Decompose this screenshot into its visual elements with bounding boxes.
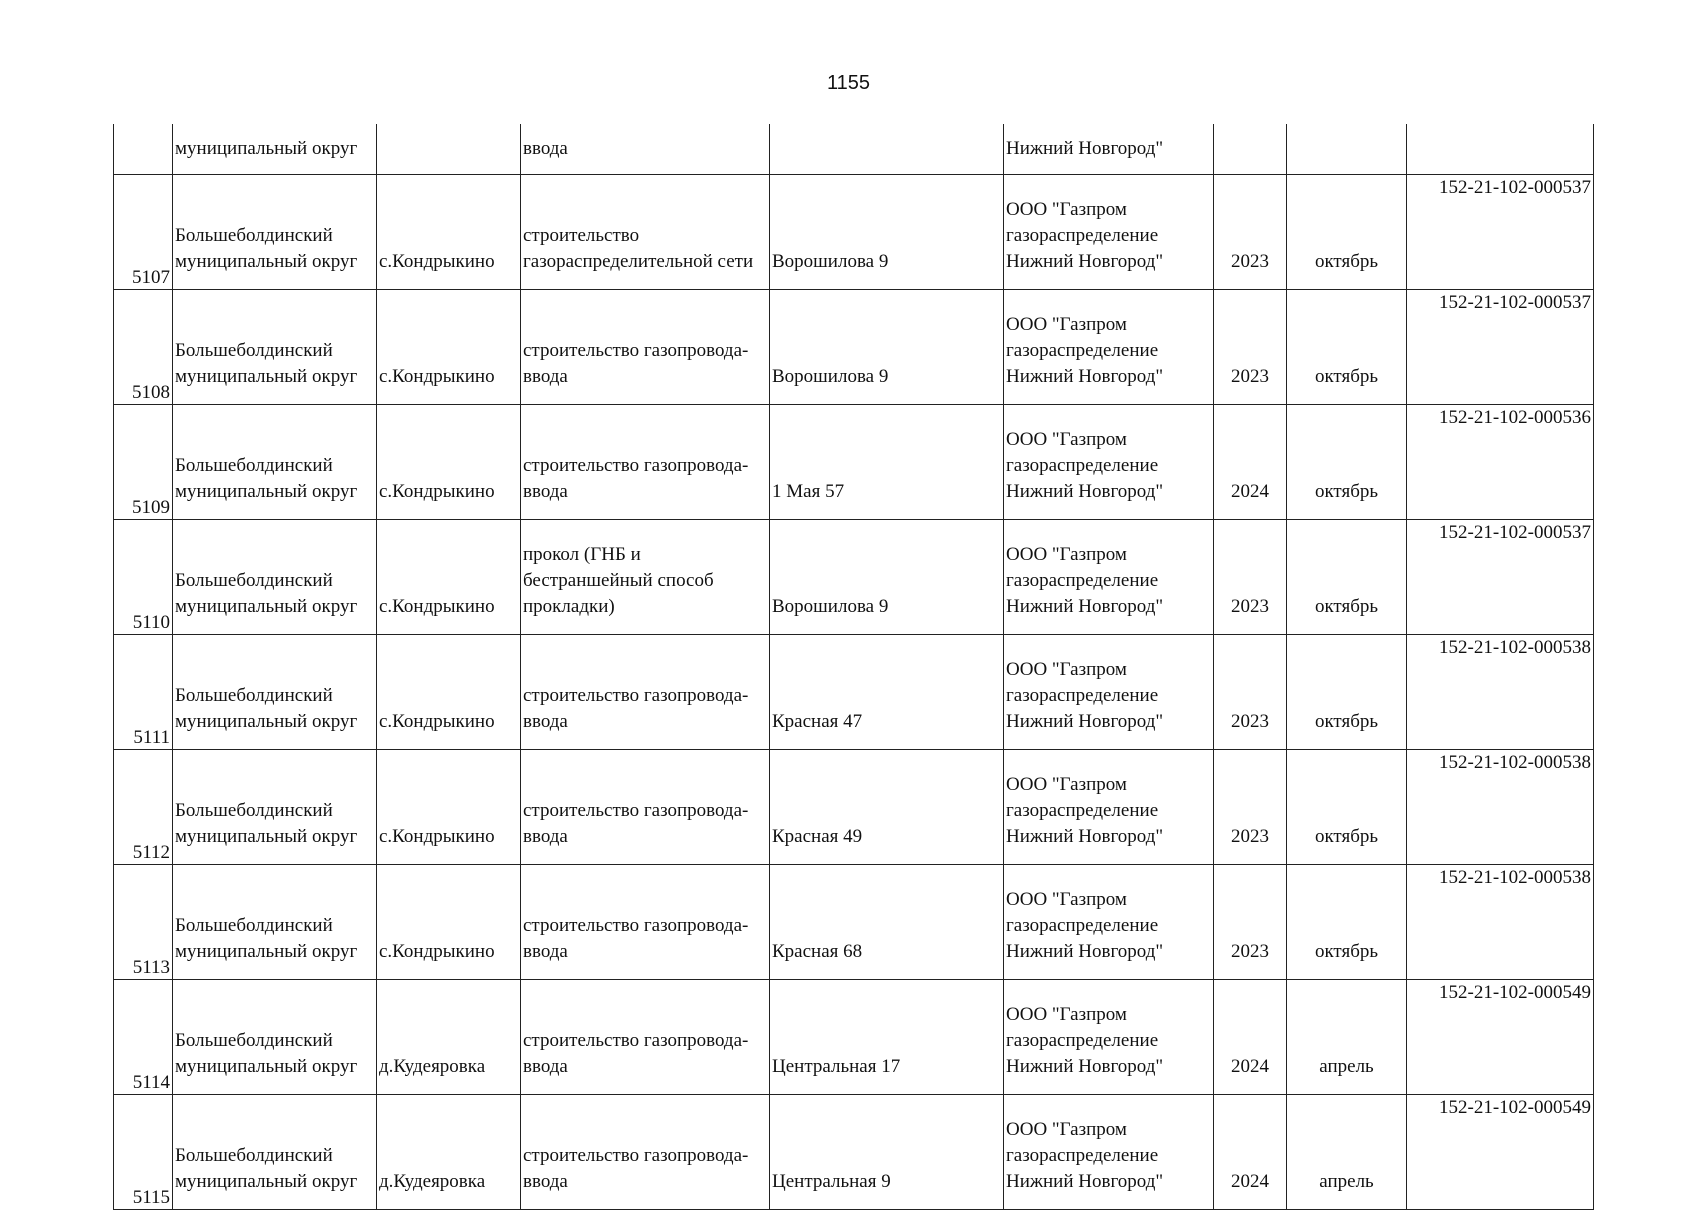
month: октябрь [1314,941,1379,962]
cell-month [1287,175,1407,290]
work-type-line: бестраншейный способ [523,570,714,591]
cell-month [1287,865,1407,980]
cell-work-type [521,175,770,290]
work-type-line: ввода [523,826,568,847]
cell-code [1407,124,1594,175]
address: Красная 68 [772,941,863,962]
cell-code [1407,635,1594,750]
row-number: 5108 [132,382,170,403]
cell-settlement [377,750,521,865]
district-line: муниципальный округ [175,366,358,387]
settlement: с.Кондрыкино [379,826,495,847]
settlement: с.Кондрыкино [379,366,495,387]
cell-address [770,980,1004,1095]
month: апрель [1319,1056,1374,1077]
year: 2023 [1231,251,1269,272]
cell-num [114,865,173,980]
district-line: муниципальный округ [175,251,358,272]
work-type-line: ввода [523,1171,568,1192]
organization-line: ООО "Газпром [1006,314,1127,335]
district-line: Большеболдинский [175,455,333,476]
page-number: 1155 [826,72,870,94]
cell-code [1407,290,1594,405]
work-type-line: строительство газопровода- [523,800,749,821]
work-type-line: газораспределительной сети [523,251,754,272]
district-line: Большеболдинский [175,225,333,246]
cell-work-type [521,1095,770,1210]
cell-year [1214,405,1287,520]
cell-code [1407,520,1594,635]
work-type-line: строительство [523,225,640,246]
cell-code [1407,1095,1594,1210]
cell-settlement [377,405,521,520]
organization-line: ООО "Газпром [1006,429,1127,450]
cell-address [770,635,1004,750]
registry-code: 152-21-102-000538 [1439,867,1591,888]
settlement: с.Кондрыкино [379,596,495,617]
district-line: муниципальный округ [175,1056,358,1077]
organization-line: Нижний Новгород" [1006,1171,1164,1192]
cell-num [114,290,173,405]
cell-district [173,405,377,520]
address: Ворошилова 9 [772,251,889,272]
cell-organization [1004,980,1214,1095]
table-row [114,1095,1594,1210]
district-line: Большеболдинский [175,1030,333,1051]
organization-line: ООО "Газпром [1006,1004,1127,1025]
table-row [114,750,1594,865]
cell-organization [1004,865,1214,980]
organization-line: газораспределение [1006,1145,1159,1166]
work-type-line: прокладки) [523,596,615,617]
cell-num [114,980,173,1095]
address: Красная 49 [772,826,863,847]
work-type-line: строительство газопровода- [523,685,749,706]
row-number: 5107 [132,267,170,288]
organization-line: газораспределение [1006,570,1159,591]
organization-line: Нижний Новгород" [1006,711,1164,732]
year: 2023 [1231,941,1269,962]
cell-work-type: ввода [521,124,770,175]
cell-organization [1004,635,1214,750]
table-row [114,175,1594,290]
organization-line: Нижний Новгород" [1006,826,1164,847]
gas-works-table [113,124,1594,1210]
cell-month [1287,750,1407,865]
cell-address [770,1095,1004,1210]
organization-line: Нижний Новгород" [1006,366,1164,387]
district-line: Большеболдинский [175,915,333,936]
organization-line: ООО "Газпром [1006,1119,1127,1140]
cell-num [114,635,173,750]
row-number: 5112 [132,842,170,863]
cell-organization [1004,750,1214,865]
district-line: муниципальный округ [175,481,358,502]
organization-line: Нижний Новгород" [1006,941,1164,962]
work-type-line: ввода [523,481,568,502]
month: октябрь [1314,596,1379,617]
month: октябрь [1314,366,1379,387]
cell-year [1214,635,1287,750]
row-number: 5113 [132,957,170,978]
table-row [114,405,1594,520]
organization-line: ООО "Газпром [1006,544,1127,565]
cell-num [114,520,173,635]
district-line: Большеболдинский [175,570,333,591]
organization-line: газораспределение [1006,340,1159,361]
address: Красная 47 [772,711,863,732]
table-row [114,290,1594,405]
cell-settlement [377,865,521,980]
row-number: 5115 [132,1187,170,1208]
organization-line: Нижний Новгород" [1006,596,1164,617]
organization-line: ООО "Газпром [1006,774,1127,795]
district-line: муниципальный округ [175,596,358,617]
table-row [114,865,1594,980]
organization-line: газораспределение [1006,800,1159,821]
cell-month [1287,405,1407,520]
organization-line: Нижний Новгород" [1006,251,1164,272]
cell-district [173,175,377,290]
cell-district [173,1095,377,1210]
district-line: Большеболдинский [175,800,333,821]
settlement: с.Кондрыкино [379,251,495,272]
cell-month [1287,290,1407,405]
settlement: д.Кудеяровка [379,1171,486,1192]
work-type-line: строительство газопровода- [523,915,749,936]
registry-code: 152-21-102-000536 [1439,407,1591,428]
cell-address [770,865,1004,980]
cell-work-type [521,635,770,750]
district-line: Большеболдинский [175,340,333,361]
cell-num [114,405,173,520]
cell-year [1214,980,1287,1095]
work-type-line: прокол (ГНБ и [523,544,641,565]
organization-line: ООО "Газпром [1006,199,1127,220]
cell-year [1214,1095,1287,1210]
work-type-line: ввода [523,366,568,387]
cell-settlement [377,175,521,290]
cell-code [1407,405,1594,520]
cell-settlement [377,290,521,405]
cell-settlement [377,520,521,635]
settlement: д.Кудеяровка [379,1056,486,1077]
settlement: с.Кондрыкино [379,711,495,732]
district-line: муниципальный округ [175,1171,358,1192]
cell-work-type [521,405,770,520]
cell-address [770,175,1004,290]
cell-month [1287,124,1407,175]
table-row [114,520,1594,635]
cell-address [770,405,1004,520]
continuation-row [114,124,1594,175]
year: 2023 [1231,826,1269,847]
cell-year [1214,520,1287,635]
cell-year [1214,865,1287,980]
address: Центральная 17 [772,1056,901,1077]
cell-num [114,1095,173,1210]
cell-organization [1004,290,1214,405]
cell-district [173,750,377,865]
cell-settlement [377,980,521,1095]
cell-district [173,290,377,405]
registry-code: 152-21-102-000538 [1439,637,1591,658]
registry-code: 152-21-102-000537 [1439,177,1591,198]
cell-district [173,635,377,750]
address: Центральная 9 [772,1171,891,1192]
organization-line: ООО "Газпром [1006,659,1127,680]
organization-line: газораспределение [1006,685,1159,706]
cell-settlement [377,124,521,175]
organization-line: газораспределение [1006,225,1159,246]
cell-work-type [521,520,770,635]
year: 2023 [1231,596,1269,617]
cell-organization: Нижний Новгород" [1004,124,1214,175]
cell-address [770,124,1004,175]
registry-code: 152-21-102-000538 [1439,752,1591,773]
work-type-line: строительство газопровода- [523,340,749,361]
cell-year [1214,175,1287,290]
work-type-line: строительство газопровода- [523,455,749,476]
cell-year [1214,750,1287,865]
row-number: 5109 [132,497,170,518]
cell-month [1287,520,1407,635]
organization-line: ООО "Газпром [1006,889,1127,910]
cell-district [173,980,377,1095]
registry-code: 152-21-102-000537 [1439,522,1591,543]
cell-organization [1004,405,1214,520]
row-number: 5110 [132,612,170,633]
row-number: 5111 [133,727,170,748]
cell-address [770,290,1004,405]
table-body [114,124,1594,1210]
row-number: 5114 [132,1072,170,1093]
cell-code [1407,750,1594,865]
cell-settlement [377,1095,521,1210]
cell-num [114,175,173,290]
cell-num [114,750,173,865]
work-type-line: строительство газопровода- [523,1145,749,1166]
cell-month [1287,635,1407,750]
year: 2024 [1231,1056,1269,1077]
cell-organization [1004,175,1214,290]
registry-code: 152-21-102-000549 [1439,982,1591,1003]
year: 2023 [1231,711,1269,732]
district-line: муниципальный округ [175,826,358,847]
month: октябрь [1314,711,1379,732]
month: октябрь [1314,481,1379,502]
cell-month [1287,980,1407,1095]
cell-district: муниципальный округ [173,124,377,175]
organization-line: газораспределение [1006,1030,1159,1051]
cell-settlement [377,635,521,750]
organization-line: газораспределение [1006,915,1159,936]
cell-year [1214,124,1287,175]
work-type-line: ввода [523,711,568,732]
address: Ворошилова 9 [772,366,889,387]
organization-line: Нижний Новгород" [1006,481,1164,502]
settlement: с.Кондрыкино [379,941,495,962]
cell-code [1407,865,1594,980]
organization-line: газораспределение [1006,455,1159,476]
cell-district [173,520,377,635]
cell-code [1407,980,1594,1095]
year: 2024 [1231,1171,1269,1192]
district-line: Большеболдинский [175,1145,333,1166]
cell-code [1407,175,1594,290]
cell-num [114,124,173,175]
table-row [114,635,1594,750]
cell-address [770,520,1004,635]
work-type-line: ввода [523,1056,568,1077]
organization-line: Нижний Новгород" [1006,1056,1164,1077]
month: апрель [1319,1171,1374,1192]
address: 1 Мая 57 [772,481,845,502]
cell-organization [1004,1095,1214,1210]
address: Ворошилова 9 [772,596,889,617]
year: 2023 [1231,366,1269,387]
registry-code: 152-21-102-000537 [1439,292,1591,313]
cell-month [1287,1095,1407,1210]
cell-district [173,865,377,980]
registry-code: 152-21-102-000549 [1439,1097,1591,1118]
district-line: муниципальный округ [175,941,358,962]
cell-address [770,750,1004,865]
cell-organization [1004,520,1214,635]
year: 2024 [1231,481,1269,502]
cell-year [1214,290,1287,405]
cell-work-type [521,980,770,1095]
cell-work-type [521,865,770,980]
month: октябрь [1314,251,1379,272]
work-type-line: ввода [523,941,568,962]
table-row [114,980,1594,1095]
settlement: с.Кондрыкино [379,481,495,502]
work-type-line: строительство газопровода- [523,1030,749,1051]
district-line: муниципальный округ [175,711,358,732]
month: октябрь [1314,826,1379,847]
cell-work-type [521,290,770,405]
district-line: Большеболдинский [175,685,333,706]
cell-work-type [521,750,770,865]
